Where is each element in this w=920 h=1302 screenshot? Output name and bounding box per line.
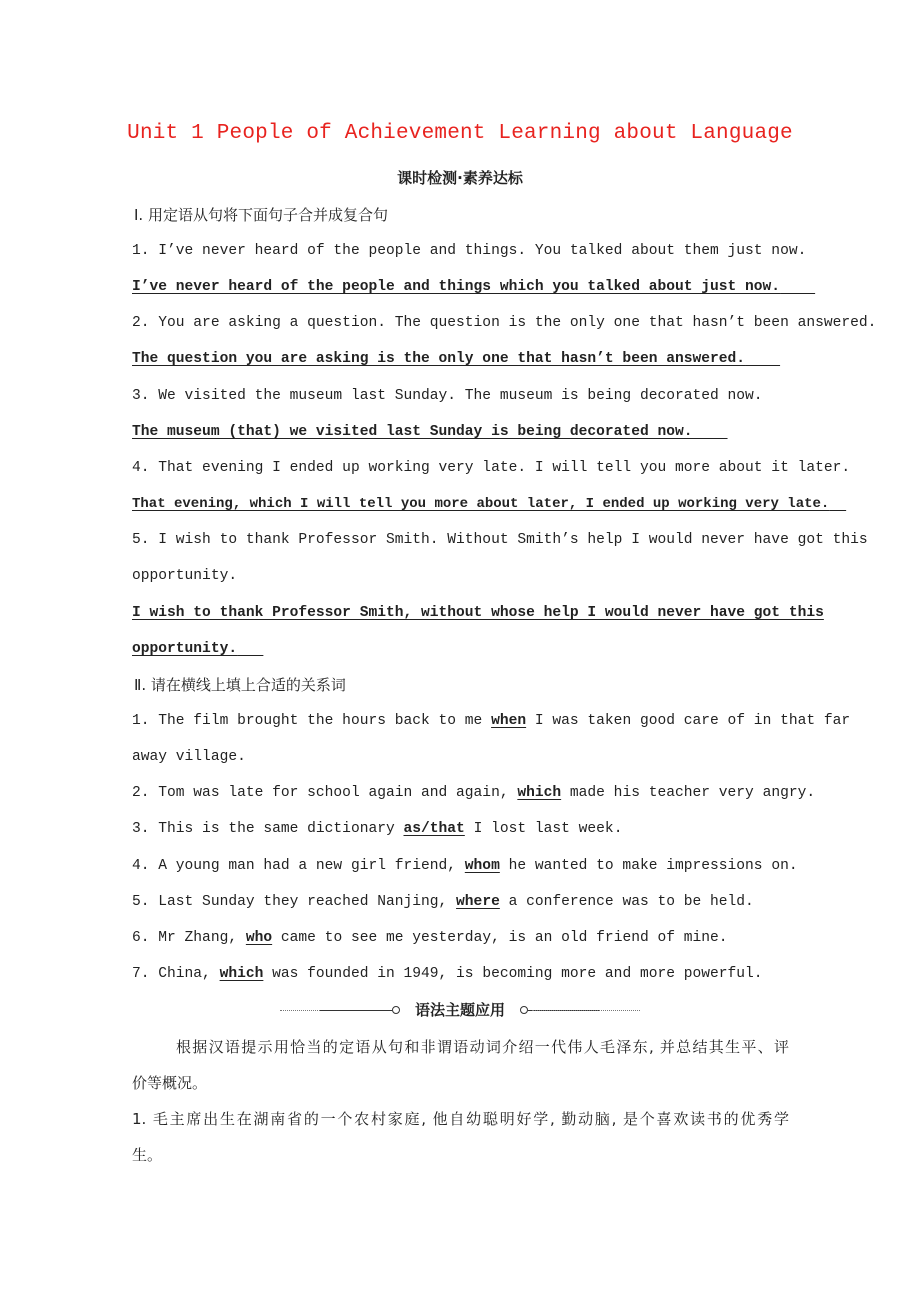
s2-item5-before: 5. Last Sunday they reached Nanjing, [132, 894, 457, 910]
s2-item5-fill: where [456, 894, 500, 910]
s2-item1-after: I was taken good care of in that far [526, 713, 851, 729]
s2-item5-after: a conference was to be held. [499, 894, 754, 910]
s1-a1 [132, 276, 789, 298]
s2-item7 [132, 963, 789, 985]
s2-item5 [132, 891, 789, 913]
banner-label: 语法主题应用 [414, 1001, 505, 1019]
s2-item1-line2: away village. [132, 749, 246, 765]
s2-item4-fill: whom [464, 858, 500, 874]
s1-a3-text: The museum (that) we visited last Sunday is being decorated now. [132, 424, 693, 440]
section-banner [280, 999, 640, 1021]
s2-item1-fill: when [491, 713, 527, 729]
s2-item4 [132, 855, 798, 877]
s1-q5-line2: opportunity. [132, 568, 238, 584]
s3-item1-line2: 生。 [132, 1146, 163, 1164]
banner-dot-right-icon [520, 1006, 528, 1014]
s1-q5-line1: 5. I wish to thank Professor Smith. Without Smith’s help I would never have got this [132, 532, 868, 548]
section1-heading: Ⅰ. 用定语从句将下面句子合并成复合句 [134, 206, 388, 224]
s2-item3 [132, 818, 789, 840]
s2-item1 [132, 710, 851, 732]
s2-item1-before: 1. The film brought the hours back to me [132, 713, 492, 729]
banner-rule-right [532, 1010, 640, 1011]
s2-item3-after: I lost last week. [464, 821, 623, 837]
s2-item6-fill: who [245, 930, 273, 946]
s3-item1-line1: 1. 毛主席出生在湖南省的一个农村家庭, 他自幼聪明好学, 勤动脑, 是个喜欢读书的优秀学 [132, 1110, 789, 1128]
s2-item7-before: 7. China, [132, 966, 220, 982]
s1-q3: 3. We visited the museum last Sunday. The museum is being decorated now. [132, 388, 763, 404]
banner-dot-left-icon [392, 1006, 400, 1014]
s2-item2-before: 2. Tom was late for school again and again, [132, 785, 518, 801]
s1-a4-text: That evening, which I will tell you more about later, I ended up working very late. [132, 496, 830, 512]
s1-a1-text: I’ve never heard of the people and things which you talked about just now. [132, 279, 781, 295]
s1-a5-line2-text: opportunity. [132, 641, 238, 657]
s2-item4-before: 4. A young man had a new girl friend, [132, 858, 465, 874]
s2-item6 [132, 927, 789, 949]
s2-item3-fill: as/that [403, 821, 465, 837]
s1-q4: 4. That evening I ended up working very late. I will tell you more about it later. [132, 460, 851, 476]
s1-a3 [132, 421, 789, 443]
section2-heading: Ⅱ. 请在横线上填上合适的关系词 [134, 676, 346, 694]
s1-q1: 1. I’ve never heard of the people and things. You talked about them just now. [132, 243, 807, 259]
s2-item3-before: 3. This is the same dictionary [132, 821, 404, 837]
s2-item2-fill: which [517, 785, 562, 801]
s1-a5-line2 [132, 638, 789, 660]
page-subtitle: 课时检测·素养达标 [397, 169, 523, 187]
banner-rule-left-solid [320, 1010, 392, 1011]
s2-item7-after: was founded in 1949, is becoming more and more powerful. [263, 966, 763, 982]
s3-intro-line1: 根据汉语提示用恰当的定语从句和非谓语动词介绍一代伟人毛泽东, 并总结其生平、评 [176, 1038, 789, 1056]
s2-item2 [132, 782, 816, 804]
s1-a2 [132, 348, 789, 370]
s2-item6-before: 6. Mr Zhang, [132, 930, 246, 946]
s3-intro-line2: 价等概况。 [132, 1074, 208, 1092]
s1-q2: 2. You are asking a question. The question is the only one that hasn’t been answered. [132, 315, 877, 331]
s1-a5-line1: I wish to thank Professor Smith, without whose help I would never have got this [132, 605, 824, 621]
s2-item6-after: came to see me yesterday, is an old friend of mine. [272, 930, 728, 946]
page-title: Unit 1 People of Achievement Learning about Language [127, 122, 793, 145]
s2-item2-after: made his teacher very angry. [561, 785, 816, 801]
s1-a2-text: The question you are asking is the only one that hasn’t been answered. [132, 351, 746, 367]
s2-item7-fill: which [219, 966, 264, 982]
s1-a4 [132, 493, 830, 515]
s2-item4-after: he wanted to make impressions on. [499, 858, 798, 874]
